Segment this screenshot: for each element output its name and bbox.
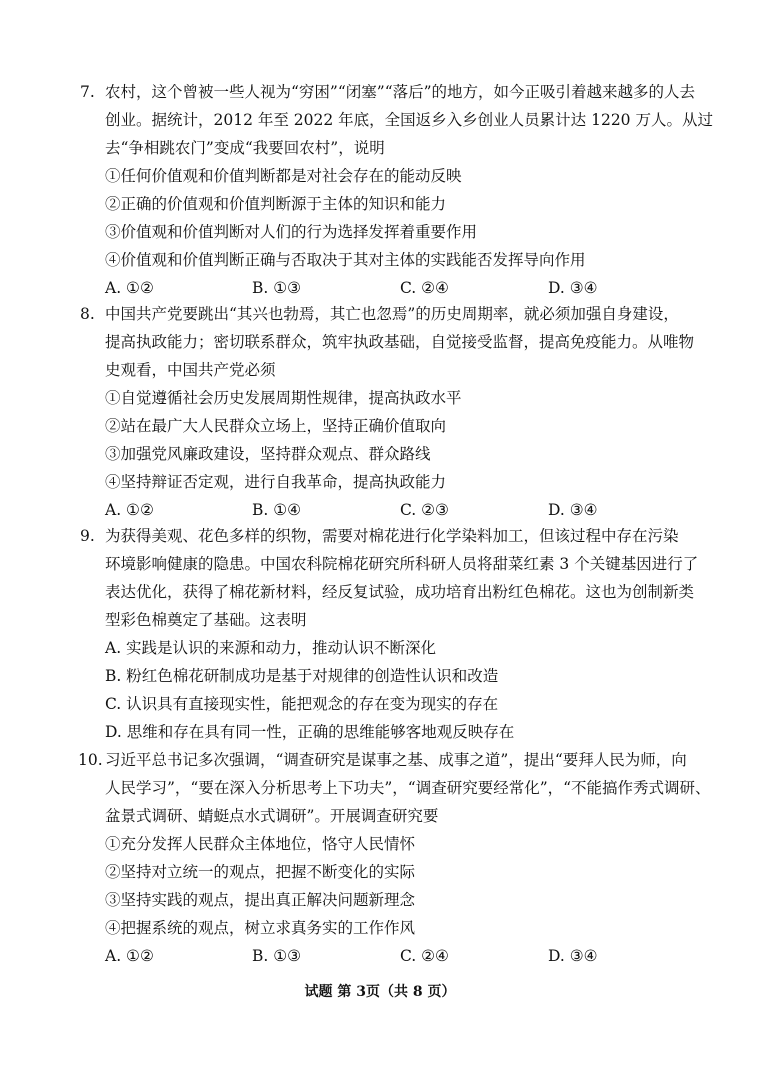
statement-2: ②坚持对立统一的观点，把握不断变化的实际 <box>105 863 416 881</box>
statement-3: ③价值观和价值判断对人们的行为选择发挥着重要作用 <box>105 223 478 241</box>
question-number: 9. <box>80 527 95 545</box>
statement-3: ③坚持实践的观点，提出真正解决问题新理念 <box>105 891 416 909</box>
statement-4: ④坚持辩证否定观，进行自我革命，提高执政能力 <box>105 473 447 491</box>
stem-line: 中国共产党要跳出“其兴也勃焉，其亡也忽焉”的历史周期率，就必须加强自身建设， <box>105 305 679 323</box>
choice-c[interactable]: C. ②④ <box>400 947 449 965</box>
statement-1: ①充分发挥人民群众主体地位，恪守人民情怀 <box>105 835 416 853</box>
question-stem <box>80 522 699 634</box>
stem-line: 创业。据统计，2012 年至 2022 年底，全国返乡入乡创业人员累计达 1220 万人。从过 <box>105 111 713 129</box>
statement-4: ④价值观和价值判断正确与否取决于其对主体的实践能否发挥导向作用 <box>105 251 586 269</box>
question-8 <box>80 300 695 524</box>
statement-1: ①自觉遵循社会历史发展周期性规律，提高执政水平 <box>105 389 462 407</box>
answer-choices <box>80 496 690 524</box>
statement-2: ②站在最广大人民群众立场上，坚持正确价值取向 <box>105 417 447 435</box>
option-c[interactable]: C. 认识具有直接现实性，能把观念的存在变为现实的存在 <box>105 695 499 713</box>
choice-a[interactable]: A. ①② <box>105 947 154 965</box>
option-d[interactable]: D. 思维和存在具有同一性，正确的思维能够客地观反映存在 <box>105 723 515 741</box>
choice-c[interactable]: C. ②④ <box>400 279 449 297</box>
question-number: 8. <box>80 305 95 323</box>
stem-line: 环境影响健康的隐患。中国农科院棉花研究所科研人员将甜菜红素 3 个关键基因进行了 <box>105 555 699 573</box>
stem-line: 去“争相跳农门”变成“我要回农村”，说明 <box>105 139 385 157</box>
question-10 <box>78 746 711 970</box>
option-a[interactable]: A. 实践是认识的来源和动力，推动认识不断深化 <box>105 639 437 657</box>
stem-line: 提高执政能力；密切联系群众，筑牢执政基础，自觉接受监督，提高免疫能力。从唯物 <box>105 333 695 351</box>
stem-line: 习近平总书记多次强调，“调查研究是谋事之基、成事之道”，提出“要拜人民为师，向 <box>105 751 687 769</box>
stem-line: 史观看，中国共产党必须 <box>105 361 276 379</box>
answer-choices <box>80 942 690 970</box>
question-stem <box>80 300 695 384</box>
question-7 <box>80 78 713 302</box>
choice-a[interactable]: A. ①② <box>105 279 154 297</box>
choice-d[interactable]: D. ③④ <box>548 947 598 965</box>
choice-b[interactable]: B. ①④ <box>252 501 302 519</box>
stem-line: 为获得美观、花色多样的织物，需要对棉花进行化学染料加工，但该过程中存在污染 <box>105 527 679 545</box>
stem-line: 表达优化，获得了棉花新材料，经反复试验，成功培育出粉红色棉花。这也为创制新类 <box>105 583 695 601</box>
statement-1: ①任何价值观和价值判断都是对社会存在的能动反映 <box>105 167 462 185</box>
statement-4: ④把握系统的观点，树立求真务实的工作作风 <box>105 919 416 937</box>
stem-line: 盆景式调研、蜻蜓点水式调研”。开展调查研究要 <box>105 807 439 825</box>
choice-c[interactable]: C. ②③ <box>400 501 449 519</box>
statement-2: ②正确的价值观和价值判断源于主体的知识和能力 <box>105 195 447 213</box>
choice-b[interactable]: B. ①③ <box>252 279 302 297</box>
question-9 <box>80 522 699 746</box>
choice-d[interactable]: D. ③④ <box>548 279 598 297</box>
choice-b[interactable]: B. ①③ <box>252 947 302 965</box>
choice-d[interactable]: D. ③④ <box>548 501 598 519</box>
answer-choices <box>80 274 690 302</box>
question-stem <box>80 78 713 162</box>
page-footer: 试题 第 3页（共 8 页） <box>304 984 456 1000</box>
question-stem <box>78 746 711 830</box>
choice-a[interactable]: A. ①② <box>105 501 154 519</box>
question-number: 7. <box>80 83 95 101</box>
stem-line: 农村，这个曾被一些人视为“穷困”“闭塞”“落后”的地方，如今正吸引着越来越多的人去 <box>105 83 696 101</box>
stem-line: 型彩色棉奠定了基础。这表明 <box>105 611 307 629</box>
stem-line: 人民学习”，“要在深入分析思考上下功夫”，“调查研究要经常化”，“不能搞作秀式调研、 <box>105 779 711 797</box>
statement-3: ③加强党风廉政建设，坚持群众观点、群众路线 <box>105 445 431 463</box>
question-number: 10. <box>78 751 103 769</box>
option-b[interactable]: B. 粉红色棉花研制成功是基于对规律的创造性认识和改造 <box>105 667 499 685</box>
